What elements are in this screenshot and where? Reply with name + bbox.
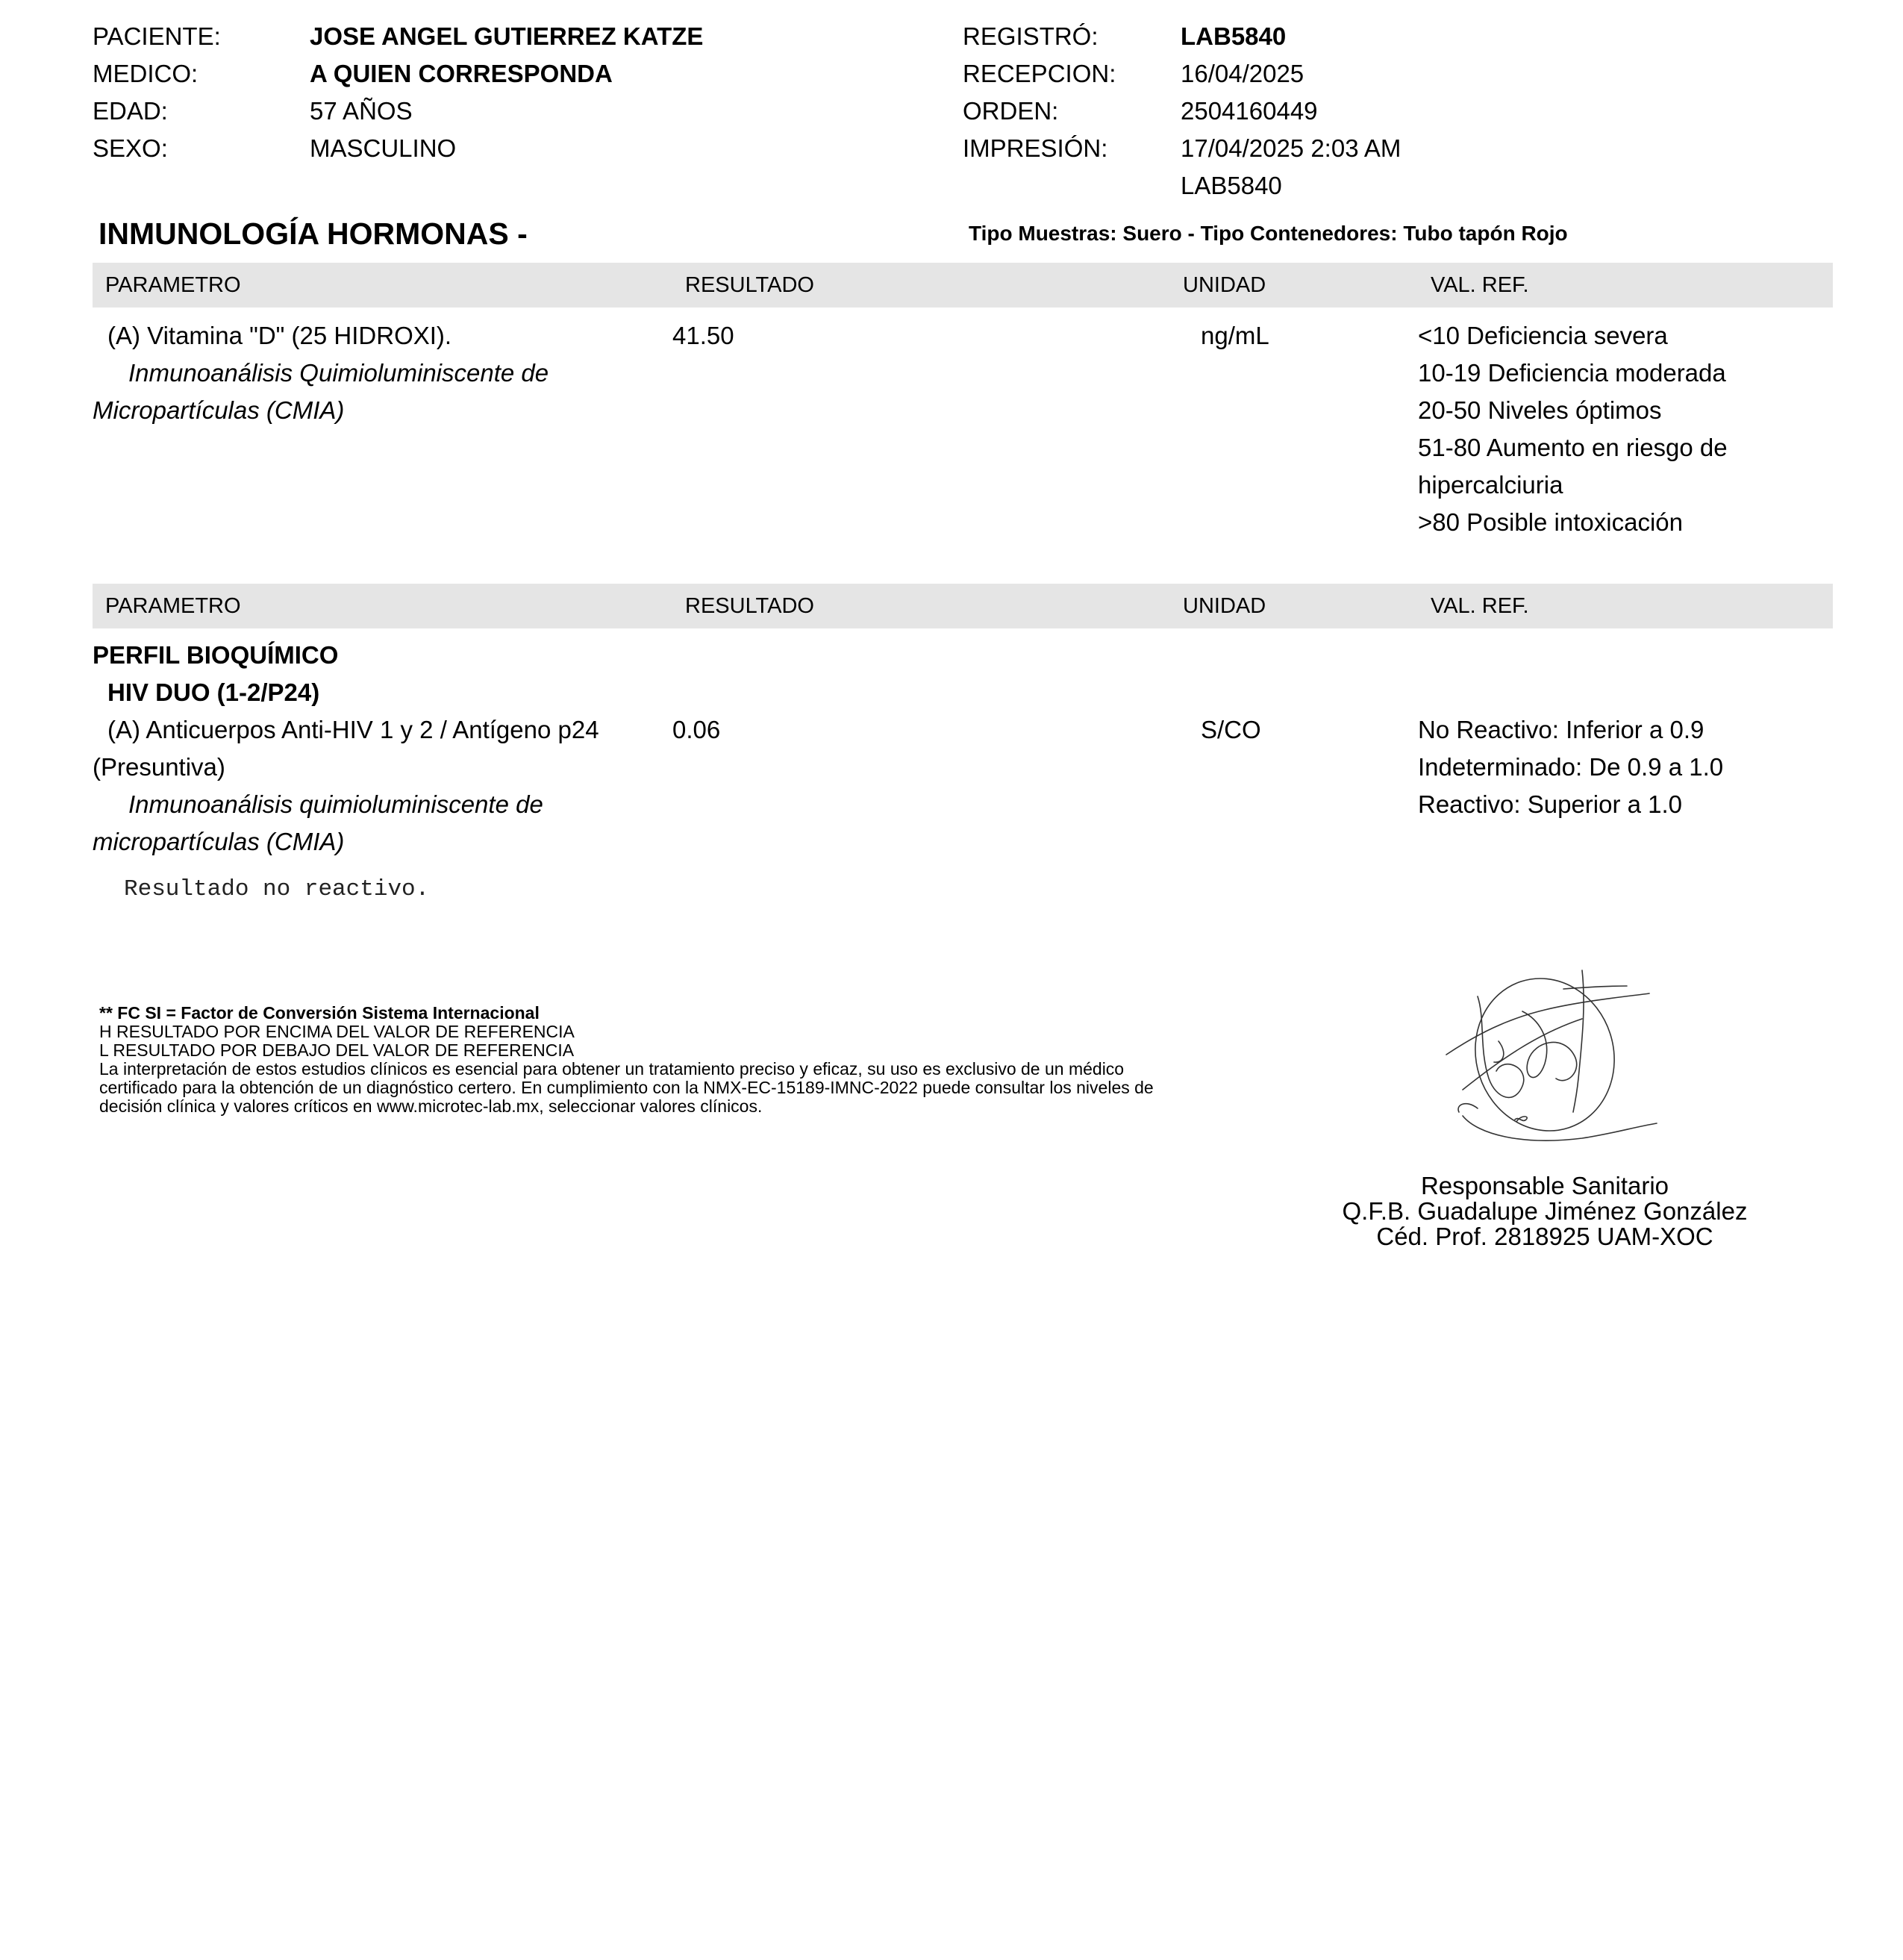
hiv-ref-1: Indeterminado: De 0.9 a 1.0 xyxy=(1418,753,1724,781)
vitd-ref-4: hipercalciuria xyxy=(1418,471,1563,499)
vitd-name: (A) Vitamina "D" (25 HIDROXI). xyxy=(107,322,452,349)
header-unidad: UNIDAD xyxy=(1183,594,1266,618)
medico-label: MEDICO: xyxy=(93,60,199,87)
vitd-method-line2: Micropartículas (CMIA) xyxy=(93,396,345,424)
edad-value: 57 AÑOS xyxy=(310,97,413,125)
orden-label: ORDEN: xyxy=(963,97,1059,125)
footer-notes xyxy=(99,1004,1293,1116)
l-flag-note: L RESULTADO POR DEBAJO DEL VALOR DE REFERENCIA xyxy=(99,1040,575,1060)
paciente-label: PACIENTE: xyxy=(93,22,221,50)
edad-label: EDAD: xyxy=(93,97,168,125)
hiv-name-line1: (A) Anticuerpos Anti-HIV 1 y 2 / Antígeno p24 xyxy=(107,716,599,743)
registro-label: REGISTRÓ: xyxy=(963,22,1099,50)
header-unidad: UNIDAD xyxy=(1183,273,1266,297)
medico-value: A QUIEN CORRESPONDA xyxy=(310,60,613,87)
vitd-ref-0: <10 Deficiencia severa xyxy=(1418,322,1668,349)
signature-role: Responsable Sanitario xyxy=(1420,1172,1669,1199)
impresion-user: LAB5840 xyxy=(1181,172,1282,199)
header-val-ref: VAL. REF. xyxy=(1431,273,1529,297)
table-header-1 xyxy=(93,263,1833,308)
header-parametro: PARAMETRO xyxy=(105,594,241,618)
vitd-method-line1: Inmunoanálisis Quimioluminiscente de xyxy=(128,359,549,387)
vitd-ref-2: 20-50 Niveles óptimos xyxy=(1418,396,1662,424)
vitd-ref-5: >80 Posible intoxicación xyxy=(1418,508,1683,536)
hiv-ref-2: Reactivo: Superior a 1.0 xyxy=(1418,790,1683,818)
vitd-result: 41.50 xyxy=(672,322,734,349)
hiv-method-line2: micropartículas (CMIA) xyxy=(93,828,345,855)
table-header-2 xyxy=(93,584,1833,628)
hiv-method-line1: Inmunoanálisis quimioluminiscente de xyxy=(128,790,543,818)
registro-value: LAB5840 xyxy=(1181,22,1287,50)
impresion-value: 17/04/2025 2:03 AM xyxy=(1181,134,1402,162)
h-flag-note: H RESULTADO POR ENCIMA DEL VALOR DE REFERENCIA xyxy=(99,1022,575,1041)
impresion-label: IMPRESIÓN: xyxy=(963,134,1108,162)
vitd-ref-1: 10-19 Deficiencia moderada xyxy=(1418,359,1726,387)
hiv-name-line2: (Presuntiva) xyxy=(93,753,225,781)
subgroup-title: HIV DUO (1-2/P24) xyxy=(107,678,320,706)
signature-license: Céd. Prof. 2818925 UAM-XOC xyxy=(1376,1223,1713,1250)
hiv-ref-0: No Reactivo: Inferior a 0.9 xyxy=(1418,716,1704,743)
sample-info: Tipo Muestras: Suero - Tipo Contenedores: Tubo tapón Rojo xyxy=(969,222,1568,245)
header-val-ref: VAL. REF. xyxy=(1431,594,1529,618)
signature-image xyxy=(1433,967,1672,1149)
disclaimer-line2: certificado para la obtención de un diagnóstico certero. En cumplimiento con la NMX-EC-15189-IMNC-2022 puede consultar los niveles de xyxy=(99,1078,1154,1097)
sexo-label: SEXO: xyxy=(93,134,168,162)
hiv-result: 0.06 xyxy=(672,716,721,743)
disclaimer-line3: decisión clínica y valores críticos en www.microtec-lab.mx, seleccionar valores clínicos. xyxy=(99,1096,763,1116)
group-title: PERFIL BIOQUÍMICO xyxy=(93,641,339,669)
hiv-unit: S/CO xyxy=(1201,716,1261,743)
header-resultado: RESULTADO xyxy=(685,273,814,297)
recepcion-value: 16/04/2025 xyxy=(1181,60,1304,87)
header-resultado: RESULTADO xyxy=(685,594,814,618)
signature-name: Q.F.B. Guadalupe Jiménez González xyxy=(1342,1197,1748,1225)
vitd-ref-3: 51-80 Aumento en riesgo de xyxy=(1418,434,1728,461)
sexo-value: MASCULINO xyxy=(310,134,457,162)
vitd-unit: ng/mL xyxy=(1201,322,1269,349)
fc-si-note: ** FC SI = Factor de Conversión Sistema Internacional xyxy=(99,1003,540,1023)
header-parametro: PARAMETRO xyxy=(105,273,241,297)
section-title: INMUNOLOGÍA HORMONAS - xyxy=(99,216,528,251)
recepcion-label: RECEPCION: xyxy=(963,60,1116,87)
orden-value: 2504160449 xyxy=(1181,97,1318,125)
paciente-value: JOSE ANGEL GUTIERREZ KATZE xyxy=(310,22,704,50)
disclaimer-line1: La interpretación de estos estudios clínicos es esencial para obtener un tratamiento preciso y eficaz, su uso es exclusivo de un médico xyxy=(99,1059,1125,1079)
hiv-comment: Resultado no reactivo. xyxy=(124,876,430,902)
